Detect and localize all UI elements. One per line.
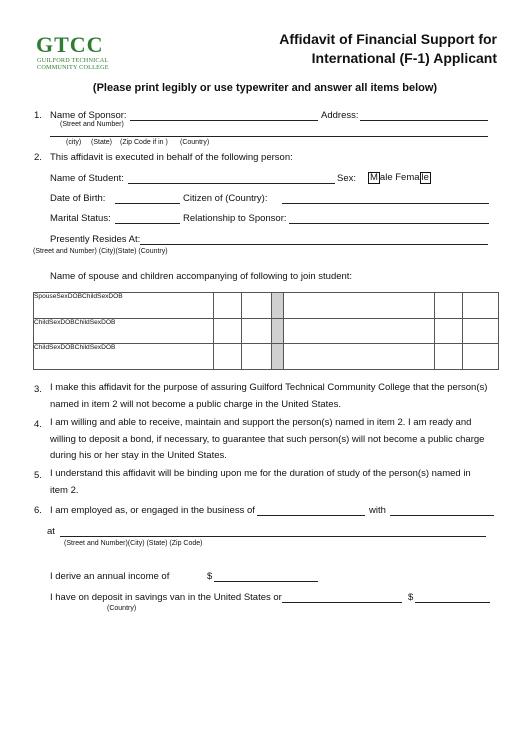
citizen-label: Citizen of (Country): <box>183 193 268 204</box>
table-cell[interactable] <box>241 293 271 319</box>
item5-number: 5. <box>34 470 42 481</box>
dob-field[interactable] <box>115 203 180 204</box>
country-caption: (Country) <box>180 139 210 146</box>
resides-field[interactable] <box>140 244 488 245</box>
sponsor-address-label: Address: <box>321 110 359 121</box>
table-cell[interactable] <box>463 344 499 370</box>
table-cell[interactable] <box>213 318 241 344</box>
student-name-label: Name of Student: <box>50 173 124 184</box>
form-title <box>279 30 497 68</box>
item3-line1: I make this affidavit for the purpose of assuring Guilford Technical Community College that the person(s) <box>50 382 488 393</box>
item6-number: 6. <box>34 505 42 516</box>
item5-line1: I understand this affidavit will be binding upon me for the duration of study of the person(s) named in <box>50 468 471 479</box>
table-row <box>34 318 499 344</box>
table-cell[interactable] <box>241 344 271 370</box>
logo-subtitle-line1: GUILFORD TECHNICAL <box>37 57 109 64</box>
item5-text <box>50 466 471 499</box>
family-row-label: SpouseSexDOBChildSexDOB <box>34 293 214 319</box>
table-cell[interactable] <box>241 318 271 344</box>
family-table <box>33 292 499 370</box>
table-row <box>34 344 499 370</box>
logo-wordmark: GTCC <box>36 32 104 57</box>
zip-caption: (Zip Code if in ) <box>120 139 168 146</box>
sponsor-address-line2-field[interactable] <box>50 136 488 137</box>
table-row <box>34 293 499 319</box>
table-cell[interactable] <box>463 293 499 319</box>
at-label: at <box>47 526 55 537</box>
sex-label: Sex: <box>337 173 357 184</box>
with-label: with <box>369 505 386 516</box>
table-divider-cell <box>271 293 283 319</box>
city-caption: (city) <box>66 139 82 146</box>
occupation-field[interactable] <box>257 515 365 516</box>
item4-text <box>50 415 484 465</box>
item4-number: 4. <box>34 419 42 430</box>
marital-status-label: Marital Status: <box>50 213 111 224</box>
student-name-field[interactable] <box>128 183 335 184</box>
sponsor-name-label: Name of Sponsor: <box>50 110 127 121</box>
item2-text: This affidavit is executed in behalf of the following person: <box>50 152 293 163</box>
citizen-field[interactable] <box>282 203 489 204</box>
sponsor-address-field[interactable] <box>360 120 488 121</box>
resides-label: Presently Resides At: <box>50 234 141 245</box>
family-row-label: ChildSexDOBChildSexDOB <box>34 344 214 370</box>
form-title-line2: International (F-1) Applicant <box>311 50 497 66</box>
deposit-amount-field[interactable] <box>415 602 490 603</box>
item3-line2: named in item 2 will not become a public charge in the United States. <box>50 398 341 410</box>
table-cell[interactable] <box>213 293 241 319</box>
sex-options-text: ale Fema <box>379 172 420 183</box>
logo-subtitle-line2: COMMUNITY COLLEGE <box>37 64 109 71</box>
item1-number: 1. <box>34 110 42 121</box>
employer-address-field[interactable] <box>60 536 486 537</box>
item3-number: 3. <box>34 384 42 395</box>
relationship-field[interactable] <box>289 223 489 224</box>
form-title-line1: Affidavit of Financial Support for <box>279 31 497 47</box>
table-cell[interactable] <box>435 344 463 370</box>
table-cell[interactable] <box>283 293 435 319</box>
table-divider-cell <box>271 318 283 344</box>
sponsor-name-field[interactable] <box>130 120 318 121</box>
male-checkbox[interactable]: M <box>370 172 378 183</box>
dob-label: Date of Birth: <box>50 193 106 204</box>
item4-line3: during his or her stay in the United States. <box>50 450 227 461</box>
income-label: I derive an annual income of <box>50 571 170 582</box>
relationship-label: Relationship to Sponsor: <box>183 213 287 224</box>
street-caption: (Street and Number) <box>60 121 124 128</box>
table-cell[interactable] <box>435 318 463 344</box>
item5-line2: item 2. <box>50 484 79 496</box>
sex-options <box>368 172 431 184</box>
income-dollar-sign: $ <box>207 571 213 582</box>
item3-text <box>50 380 487 413</box>
instructions: (Please print legibly or use typewriter and answer all items below) <box>92 82 438 94</box>
deposit-label: I have on deposit in savings van in the United States or <box>50 592 282 603</box>
family-row-label: ChildSexDOBChildSexDOB <box>34 318 214 344</box>
item2-number: 2. <box>34 152 42 163</box>
item4-line2: willing to deposit a bond, if necessary, to guarantee that such person(s) will not become a public charge <box>50 433 485 445</box>
marital-status-field[interactable] <box>115 223 180 224</box>
employer-field[interactable] <box>390 515 494 516</box>
table-cell[interactable] <box>213 344 241 370</box>
income-field[interactable] <box>214 581 318 582</box>
resides-caption: (Street and Number) (City)(State) (Country) <box>33 248 168 255</box>
deposit-country-field[interactable] <box>282 602 402 603</box>
state-caption: (State) <box>91 139 113 146</box>
table-divider-cell <box>271 344 283 370</box>
table-cell[interactable] <box>283 318 435 344</box>
table-cell[interactable] <box>463 318 499 344</box>
spouse-children-text: Name of spouse and children accompanying of following to join student: <box>50 271 353 282</box>
table-cell[interactable] <box>435 293 463 319</box>
employer-address-caption: (Street and Number)(City) (State) (Zip Code) <box>64 540 203 547</box>
deposit-dollar-sign: $ <box>408 592 414 603</box>
employed-label: I am employed as, or engaged in the business of <box>50 505 255 516</box>
item4-line1: I am willing and able to receive, maintain and support the person(s) named in item 2. I am ready and <box>50 417 472 428</box>
table-cell[interactable] <box>283 344 435 370</box>
deposit-country-caption: (Country) <box>107 605 137 612</box>
female-checkbox[interactable]: le <box>421 172 429 183</box>
